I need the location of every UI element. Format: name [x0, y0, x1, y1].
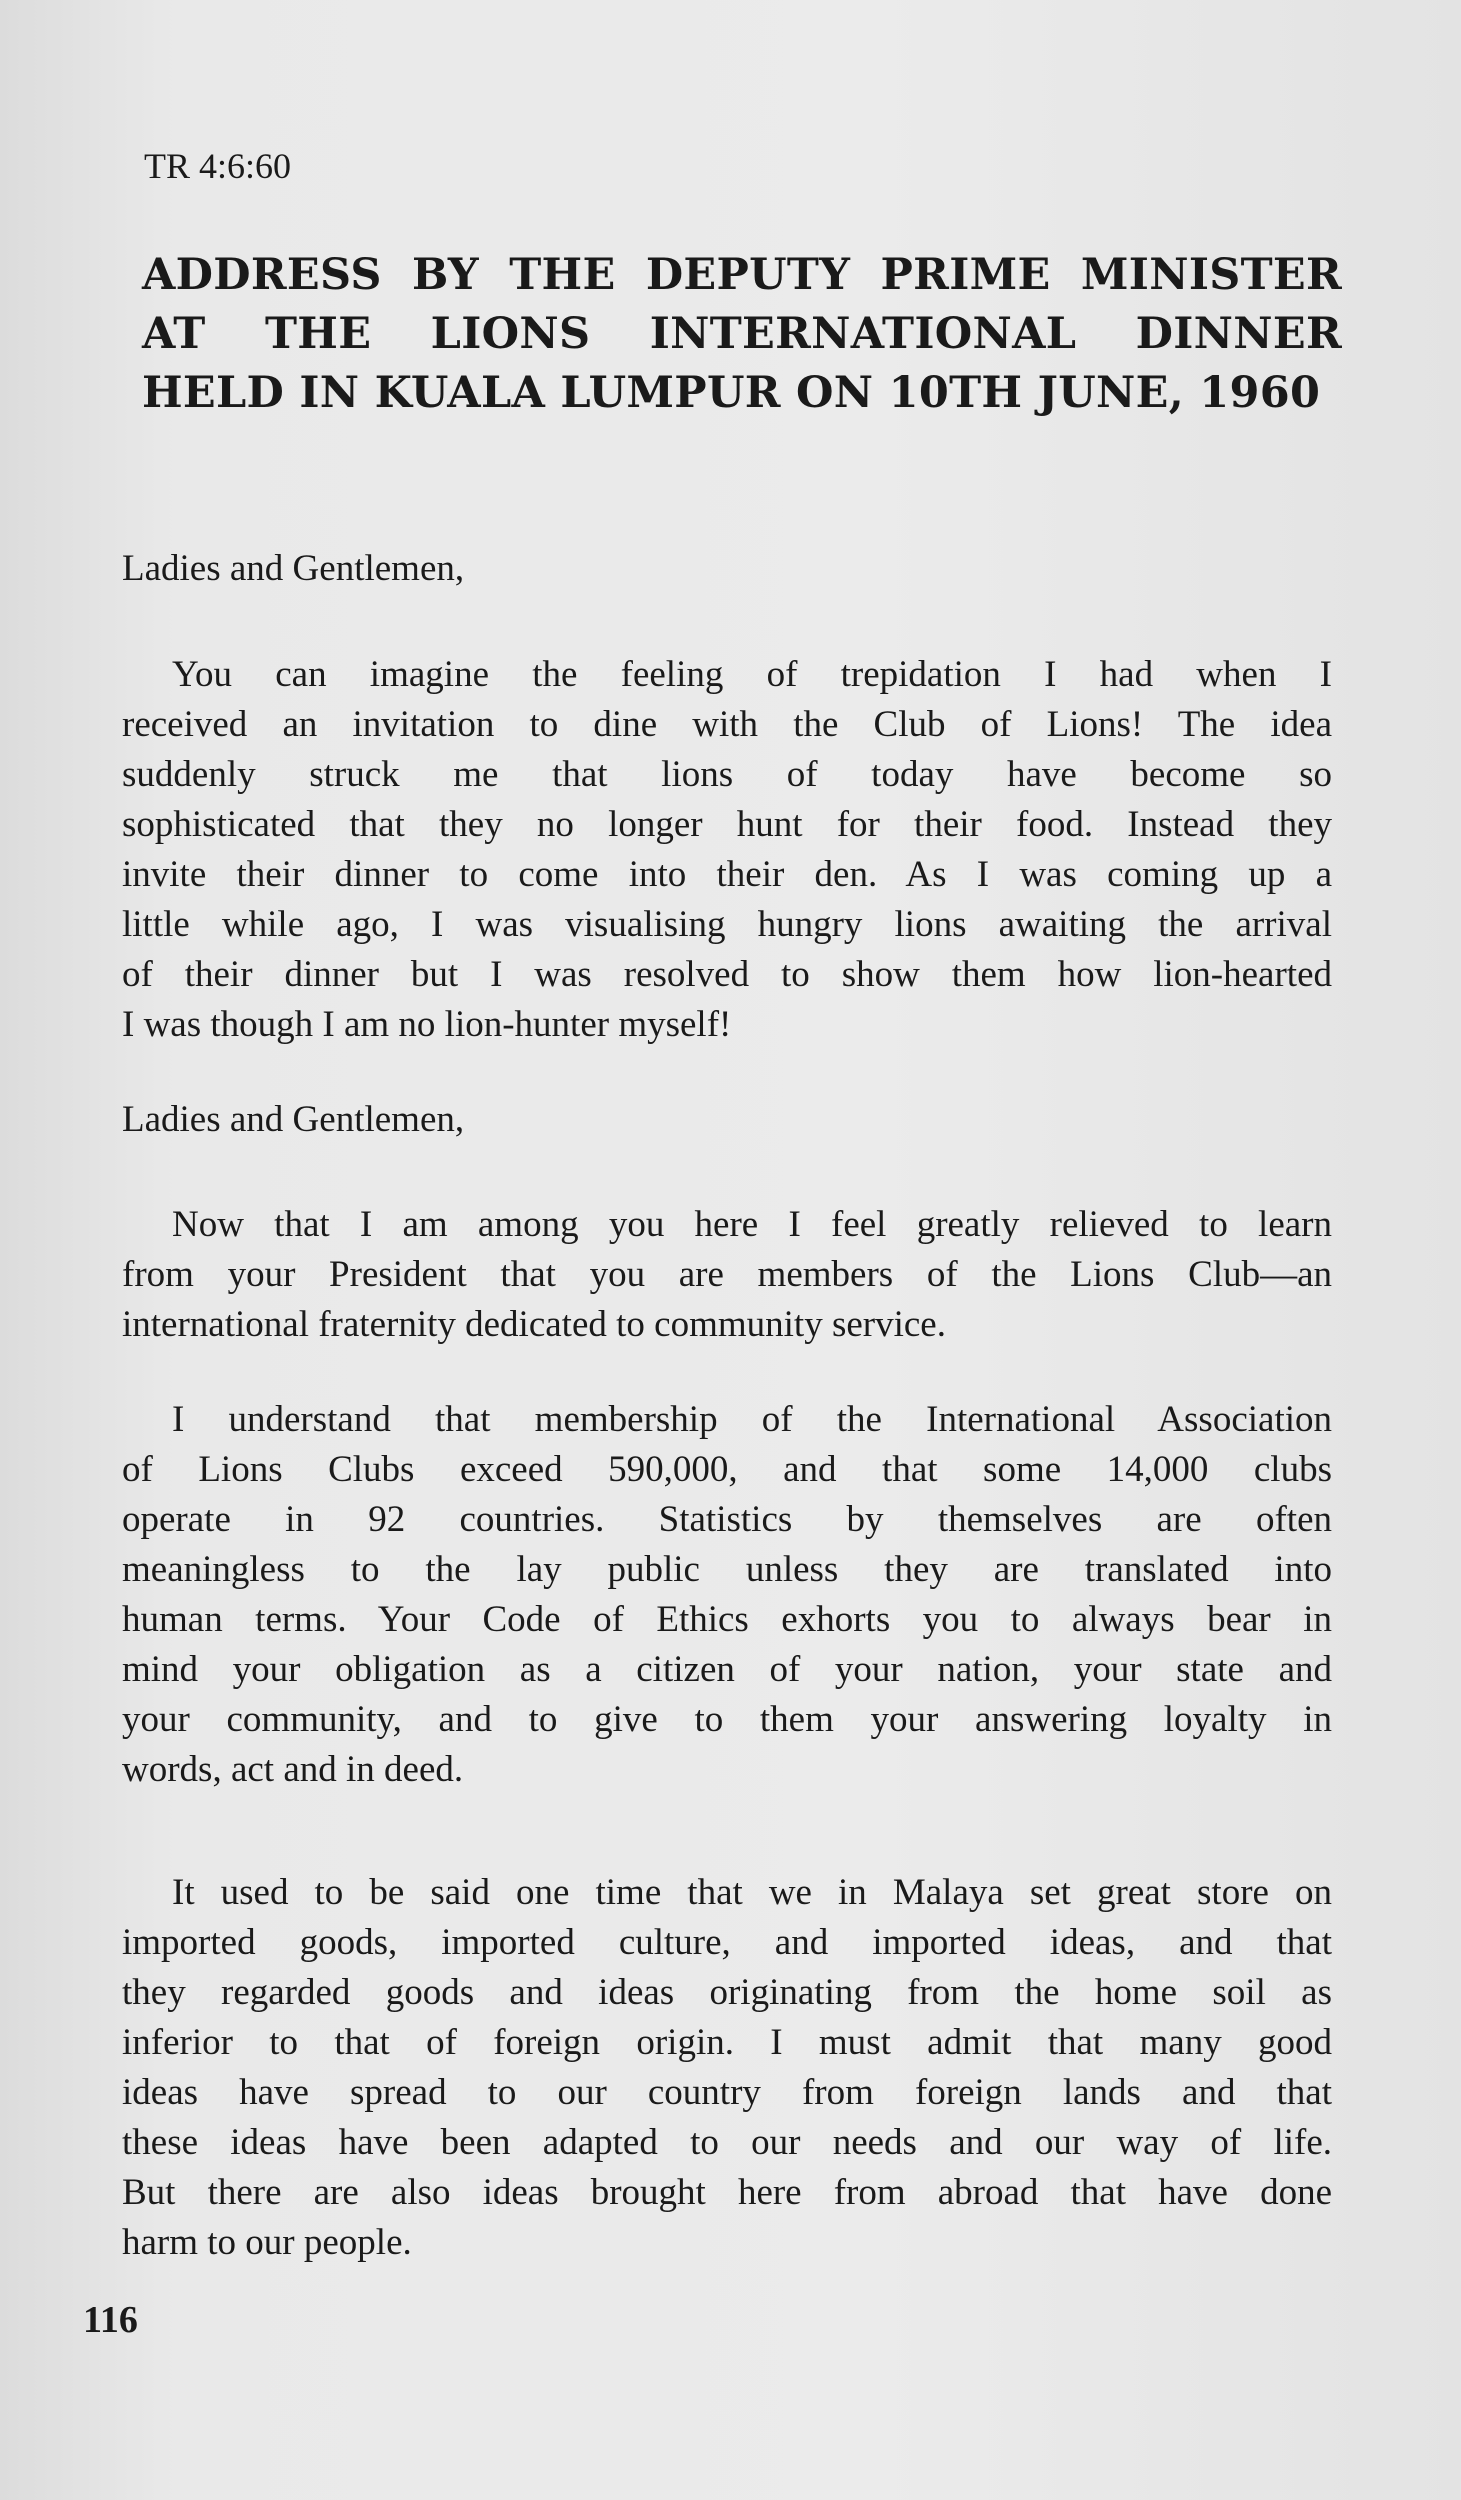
text-line: little while ago, I was visualising hungry lions awaiting the arrival	[122, 904, 1332, 945]
text-line: I was though I am no lion-hunter myself!	[122, 1004, 732, 1045]
salutation-text: Ladies and Gentlemen,	[122, 1099, 465, 1140]
text-line: I understand that membership of the International Association	[172, 1399, 1332, 1440]
title-line: HELD IN KUALA LUMPUR ON 10TH JUNE, 1960	[142, 368, 1321, 418]
title-line: ADDRESS BY THE DEPUTY PRIME MINISTER	[142, 250, 1342, 300]
page-title	[142, 246, 1342, 423]
text-line: But there are also ideas brought here from abroad that have done	[122, 2172, 1332, 2213]
text-line: suddenly struck me that lions of today have become so	[122, 754, 1332, 795]
text-line: You can imagine the feeling of trepidation I had when I	[172, 654, 1332, 695]
text-line: mind your obligation as a citizen of your nation, your state and	[122, 1649, 1332, 1690]
text-line: received an invitation to dine with the Club of Lions! The idea	[122, 704, 1332, 745]
document-reference: TR 4:6:60	[144, 146, 292, 186]
paragraph-3	[122, 1395, 1332, 1795]
text-line: of their dinner but I was resolved to show them how lion-hearted	[122, 954, 1332, 995]
text-line: international fraternity dedicated to community service.	[122, 1304, 946, 1345]
salutation	[122, 544, 1332, 594]
text-line: from your President that you are members of the Lions Club—an	[122, 1254, 1332, 1295]
text-line: your community, and to give to them your answering loyalty in	[122, 1699, 1332, 1740]
text-line: human terms. Your Code of Ethics exhorts you to always bear in	[122, 1599, 1332, 1640]
paragraph-2	[122, 1200, 1332, 1350]
text-line: sophisticated that they no longer hunt for their food. Instead they	[122, 804, 1332, 845]
text-line: words, act and in deed.	[122, 1749, 464, 1790]
text-line: harm to our people.	[122, 2222, 412, 2263]
text-line: It used to be said one time that we in Malaya set great store on	[172, 1872, 1332, 1913]
text-line: operate in 92 countries. Statistics by themselves are often	[122, 1499, 1332, 1540]
text-line: invite their dinner to come into their den. As I was coming up a	[122, 854, 1332, 895]
paragraph-1	[122, 650, 1332, 1050]
text-line: these ideas have been adapted to our needs and our way of life.	[122, 2122, 1332, 2163]
text-line: meaningless to the lay public unless they are translated into	[122, 1549, 1332, 1590]
text-line: imported goods, imported culture, and imported ideas, and that	[122, 1922, 1332, 1963]
text-line: ideas have spread to our country from foreign lands and that	[122, 2072, 1332, 2113]
text-line: Now that I am among you here I feel greatly relieved to learn	[172, 1204, 1332, 1245]
text-line: they regarded goods and ideas originating from the home soil as	[122, 1972, 1332, 2013]
text-line: inferior to that of foreign origin. I must admit that many good	[122, 2022, 1332, 2063]
salutation	[122, 1095, 1332, 1145]
text-line: of Lions Clubs exceed 590,000, and that some 14,000 clubs	[122, 1449, 1332, 1490]
title-line: AT THE LIONS INTERNATIONAL DINNER	[142, 309, 1342, 359]
paragraph-4	[122, 1868, 1332, 2268]
page-number: 116	[83, 2299, 138, 2341]
salutation-text: Ladies and Gentlemen,	[122, 548, 465, 589]
